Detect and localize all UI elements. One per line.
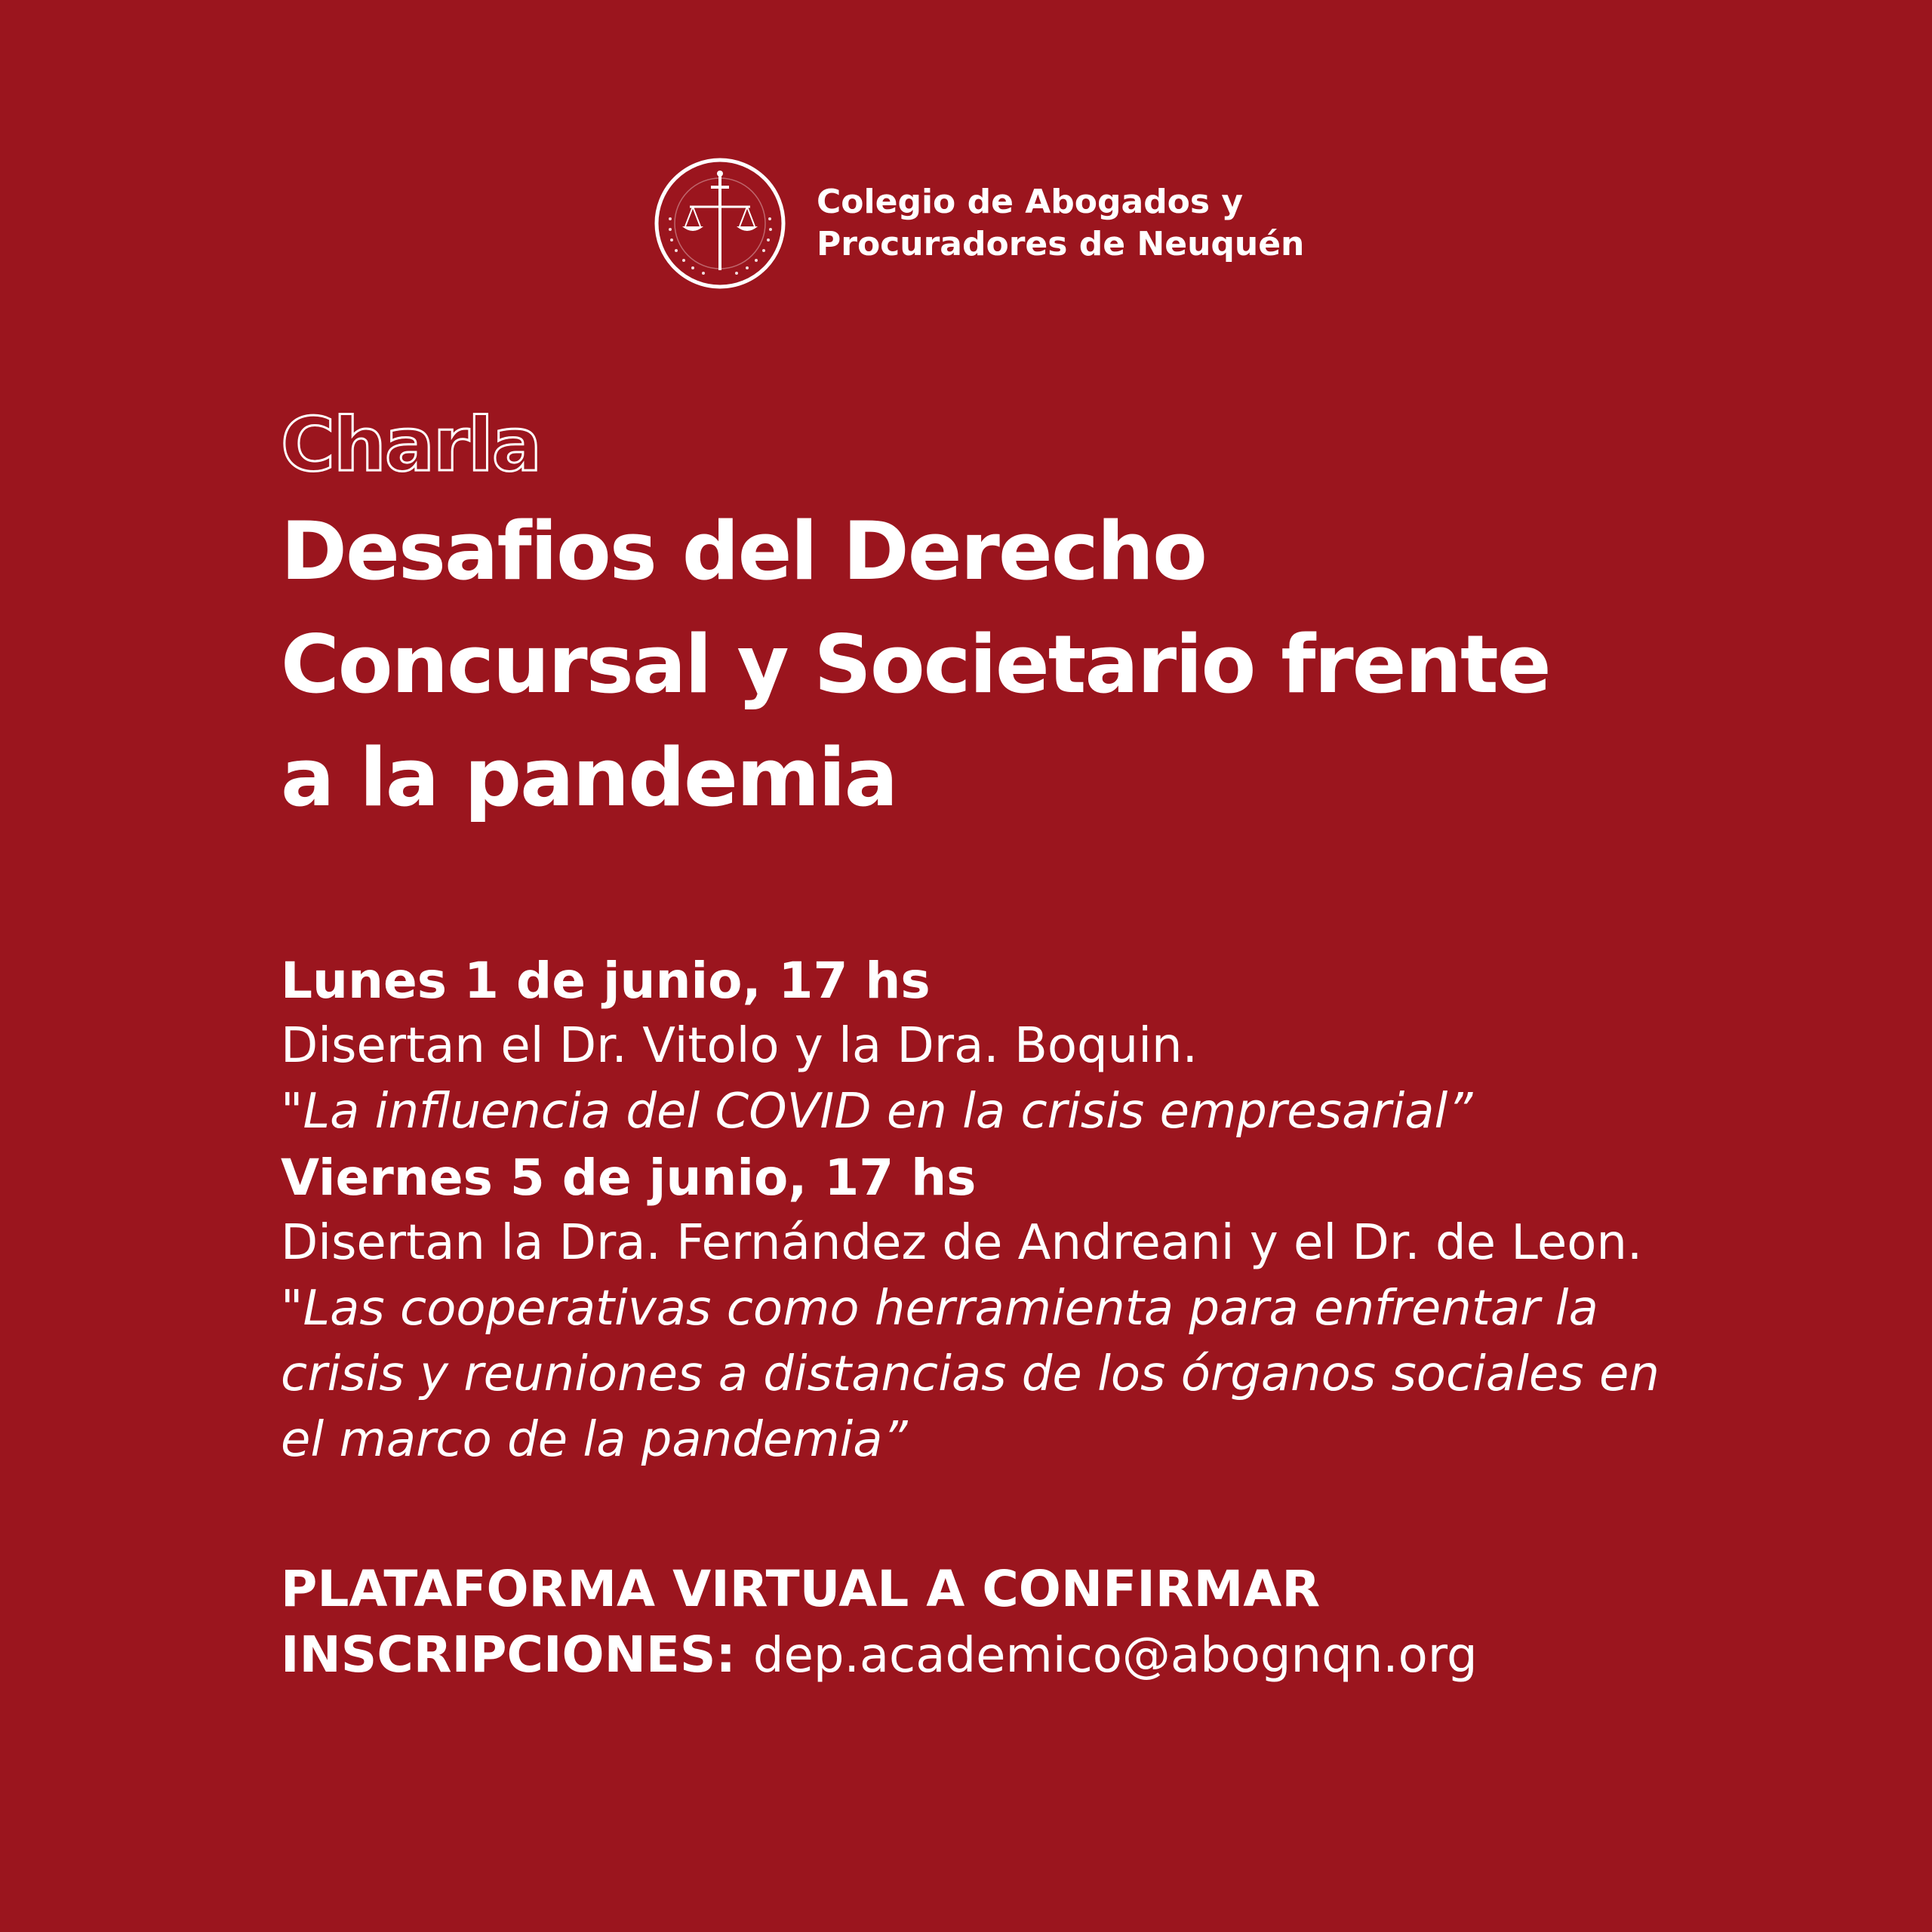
- event-title-line: Desafios del Derecho: [281, 505, 1206, 598]
- registration-label: INSCRIPCIONES:: [281, 1626, 736, 1684]
- session-date: Lunes 1 de junio, 17 hs: [281, 952, 931, 1010]
- session-speakers: Disertan el Dr. Vitolo y la Dra. Boquin.: [281, 1018, 1198, 1074]
- event-title: [281, 495, 1700, 835]
- session-date: Viernes 5 de junio, 17 hs: [281, 1149, 977, 1207]
- session-topic: "Las cooperativas como herramienta para enfrentar la crisis y reuniones a distancias de los órganos sociales en el marco de la pandemia”: [281, 1281, 1660, 1468]
- session-item: [281, 948, 1700, 1145]
- scales-of-justice-seal-icon: [654, 157, 786, 290]
- event-kicker: Charla: [281, 402, 540, 488]
- event-content: [281, 400, 1700, 1689]
- organization-name: [817, 181, 1304, 266]
- session-list: [281, 948, 1700, 1473]
- platform-notice: PLATAFORMA VIRTUAL A CONFIRMAR: [281, 1560, 1321, 1618]
- session-speakers: Disertan la Dra. Fernández de Andreani y el Dr. de Leon.: [281, 1215, 1643, 1271]
- organization-header: [654, 157, 1304, 290]
- registration-line: [281, 1622, 1700, 1689]
- registration-email: dep.academico@abognqn.org: [752, 1628, 1478, 1684]
- session-item: [281, 1145, 1700, 1473]
- organization-name-line1: Colegio de Abogados y: [817, 183, 1244, 221]
- session-topic: "La influencia del COVID en la crisis empresarial”: [281, 1084, 1473, 1140]
- event-footer: [281, 1556, 1700, 1689]
- organization-name-line2: Procuradores de Neuquén: [817, 225, 1305, 263]
- event-title-line: Concursal y Societario frente: [281, 618, 1550, 711]
- event-title-line: a la pandemia: [281, 731, 897, 824]
